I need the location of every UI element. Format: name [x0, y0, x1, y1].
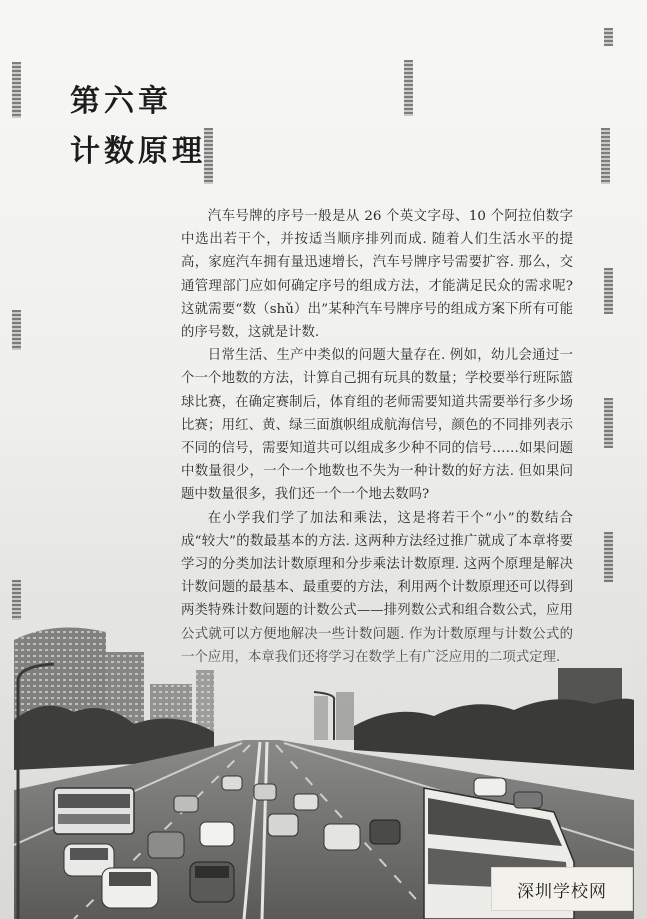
car	[474, 778, 506, 796]
car	[294, 794, 318, 810]
car	[324, 824, 360, 850]
intro-paragraph: 在小学我们学了加法和乘法，这是将若干个“小”的数结合成“较大”的数最基本的方法. 这两种方法经过推广就成了本章将要学习的分类加法计数原理和分步乘法计数原理. 这两个原理是解决计数问题的最基本、最重要的方法，利用两个计数原理还可以得到	[181, 510, 573, 596]
scan-artifact	[601, 128, 610, 184]
watermark: 深圳学校网	[491, 867, 633, 911]
scan-artifact	[604, 532, 613, 582]
bus	[54, 788, 134, 834]
car	[148, 832, 184, 858]
car	[268, 814, 298, 836]
car	[370, 820, 400, 844]
scan-artifact	[12, 62, 21, 118]
car	[200, 822, 234, 846]
car	[514, 792, 542, 808]
car	[254, 784, 276, 800]
chapter-number: 第六章	[70, 84, 172, 119]
car	[190, 862, 234, 902]
chapter-title: 计数原理	[70, 134, 206, 169]
car	[222, 776, 242, 790]
scan-artifact	[604, 28, 613, 46]
scan-artifact	[404, 60, 413, 116]
scan-artifact	[12, 310, 21, 350]
intro-paragraph: 日常生活、生产中类似的问题大量存在. 例如，幼儿会通过一个一个地数的方法，计算自己拥有玩具的数量；学校要举行班际篮球比赛，在确定赛制后，体育组的老师需要知道共需要举行多少场比赛；用红、黄、绿三面旗帜组成航海信号，颜色的不同排列表示不同的信号，需要知道共可以组成多少种不同的信号……如果问题中数量很少，一个一个地数也不失为一种计数的好方法. 但如果问题中数量很多，我们还一个一个地去数吗?	[181, 348, 573, 503]
intro-paragraph: 汽车号牌的序号一般是从 26 个英文字母、10 个阿拉伯数字中选出若干个，并按适当顺序排列而成. 随着人们生活水平的提高，家庭汽车拥有量迅速增长，汽车号牌序号需要扩容. 那么，交通管理部门应如何确定序号的组成方法，才能满足民众的需求呢? 这就需要“数（shǔ）出”某种汽车号牌序号的组成方案下所有可能的序号数，这就是计数.	[181, 209, 573, 341]
car	[174, 796, 198, 812]
car	[102, 868, 158, 908]
scan-artifact	[604, 398, 613, 448]
scan-artifact	[604, 268, 613, 314]
